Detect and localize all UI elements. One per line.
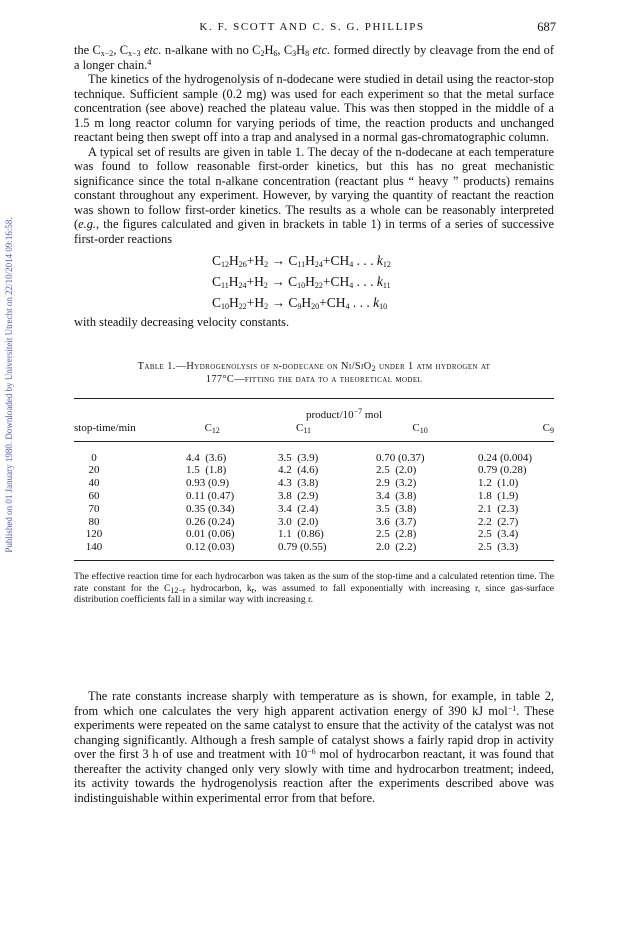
table-row — [74, 503, 554, 516]
equation: $C_{11}H_{24}+H_2 \to C_{10}H_{22}+CH_4$ . . . $k_{11}$ — [212, 274, 391, 290]
stop-time-cell: 40 — [88, 477, 100, 490]
table-1 — [74, 360, 554, 606]
product-cell: 2.5 (3.3) — [478, 541, 519, 554]
data-table — [74, 409, 554, 441]
product-cell: 2.0 (2.2) — [376, 541, 417, 554]
running-head-authors: K. F. SCOTT AND C. S. G. PHILLIPS — [199, 21, 425, 33]
table-row — [74, 477, 554, 490]
table-row — [74, 528, 554, 541]
product-cell: 1.1 (0.86) — [278, 528, 324, 541]
product-cell: 2.5 (2.8) — [376, 528, 417, 541]
product-cell: 2.2 (2.7) — [478, 515, 519, 528]
column-header: $C_9$ — [542, 421, 554, 435]
publication-sidebar — [2, 150, 16, 620]
sidebar-text: Published on 01 January 1980. Downloaded by Universiteit Utrecht on 22/10/2014 09:16:58. — [4, 217, 14, 553]
stop-time-cell: 120 — [85, 528, 103, 541]
product-cell: 0.12 (0.03) — [186, 541, 235, 554]
column-header: $C_{10}$ — [412, 421, 428, 435]
product-cell: 0.79 (0.28) — [478, 464, 527, 477]
product-cell: 2.5 (3.4) — [478, 528, 519, 541]
stop-time-cell: 60 — [88, 489, 100, 502]
stop-time-cell: 80 — [88, 515, 100, 528]
product-cell: 4.4 (3.6) — [186, 451, 227, 464]
paragraph-5: The rate constants increase sharply with temperature as is shown, for example, in table 2, from which one calculates the very high apparent activation energy of 390 kJ mol$^{-1}$. These experiments were repeated on the same catalyst to ensure that the activity of the catalyst was not changing significantly. Although a fresh sample of catalyst shows a fairly rapid drop in activity over the first 3 h of use and treatment with $10^{-6}$ mol of hydrocarbon reactant, it was found that thereafter the activity changed only very slowly with time and hydrocarbon treatment; indeed, its activity towards the hydrogenolysis reaction after the experiments described above was indistinguishable within experimental error from that before. — [74, 689, 555, 805]
product-cell: 0.24 (0.004) — [478, 451, 533, 464]
paragraph-4: with steadily decreasing velocity constants. — [74, 315, 290, 329]
equation: $C_{12}H_{26}+H_2 \to C_{11}H_{24}+CH_4$ . . . $k_{12}$ — [212, 253, 391, 269]
product-cell: 2.1 (2.3) — [478, 502, 519, 515]
column-header: $C_{12}$ — [204, 421, 220, 435]
product-cell: 0.35 (0.34) — [186, 502, 235, 515]
reaction-equations — [74, 250, 554, 313]
stop-time-cell: 140 — [85, 541, 103, 554]
column-span-header: product/$10^{-7}$ mol — [305, 407, 383, 421]
table-row — [74, 541, 554, 554]
product-cell: 3.4 (3.8) — [376, 489, 417, 502]
column-header: $C_{11}$ — [295, 421, 312, 435]
stop-time-cell: 70 — [88, 502, 100, 515]
body-text-bottom — [74, 689, 554, 805]
product-cell: 1.5 (1.8) — [186, 464, 227, 477]
product-cell: 3.8 (2.9) — [278, 489, 319, 502]
product-cell: 2.9 (3.2) — [376, 477, 417, 490]
product-cell: 0.11 (0.47) — [186, 489, 235, 502]
product-cell: 0.01 (0.06) — [186, 528, 235, 541]
product-cell: 3.5 (3.8) — [376, 502, 417, 515]
paragraph-1: the $C_{x-2}$, $C_{x-3}$ etc. n-alkane with no $C_2H_6$, $C_3H_8$ etc. formed directly by cleavage from the end of a longer chain.$^4$ — [74, 43, 554, 72]
product-cell: 4.2 (4.6) — [278, 464, 319, 477]
product-cell: 1.8 (1.9) — [478, 489, 519, 502]
page-header — [0, 21, 624, 37]
table-row — [74, 452, 554, 465]
table-row — [74, 490, 554, 503]
product-cell: 4.3 (3.8) — [278, 477, 319, 490]
product-cell: 0.26 (0.24) — [186, 515, 235, 528]
table-caption: Table 1.—Hydrogenolysis of n-dodecane on Ni/SiO$_2$ under 1 atm hydrogen at 177°C—fitting the data to a theoretical model — [137, 361, 491, 385]
paragraph-2: The kinetics of the hydrogenolysis of n-dodecane were studied in detail using the reactor-stop technique. Sufficient sample (0.2 mg) was used for each experiment so that the metal surface concentration (see above) reached the plateau value. This was then stopped in the middle of a 1.5 m long reactor column for varying periods of time, the reaction products and unchanged reactant being then swept off into a trap and analysed in a normal gas-chromatographic column. — [74, 72, 554, 144]
table-row — [74, 464, 554, 477]
paragraph-3: A typical set of results are given in table 1. The decay of the n-dodecane at each temperature was found to follow reasonable first-order kinetics, but this has no great mechanistic significance since the total n-alkane concentration (reactant plus “ heavy ” products) remains constant throughout any experiment. However, by varying the quantity of reactant the reaction was shown to follow first-order kinetics. The results as a whole can be reasonably interpreted (e.g., the figures calculated and given in brackets in table 1) in terms of a series of successive first-order reactions — [74, 144, 554, 246]
page-number: 687 — [537, 20, 556, 34]
product-cell: 3.6 (3.7) — [376, 515, 417, 528]
stop-time-cell: 0 — [91, 451, 97, 464]
equation: $C_{10}H_{22}+H_2 \to C_9H_{20}+CH_4$ . . . $k_{10}$ — [212, 295, 388, 311]
table-header-rule — [74, 441, 554, 442]
table-bottom-rule — [74, 560, 554, 561]
body-text-top — [74, 43, 554, 330]
product-cell: 0.93 (0.9) — [186, 477, 230, 490]
column-header: stop-time/min — [74, 421, 136, 434]
stop-time-cell: 20 — [88, 464, 100, 477]
data-table-body — [74, 452, 554, 554]
product-cell: 2.5 (2.0) — [376, 464, 417, 477]
table-footnote: The effective reaction time for each hydrocarbon was taken as the sum of the stop-time and a calculated retention time. The rate constant for the $C_{12-r}$ hydrocarbon, $k_r$, was assumed to fall exponentially with increasing r, since gas-surface distribution coefficients fall in a similar way with increasing r. — [74, 570, 555, 606]
product-cell: 0.79 (0.55) — [278, 541, 327, 554]
product-cell: 3.4 (2.4) — [278, 502, 319, 515]
product-cell: 1.2 (1.0) — [478, 477, 519, 490]
product-cell: 3.5 (3.9) — [278, 451, 319, 464]
product-cell: 0.70 (0.37) — [376, 451, 425, 464]
table-top-rule — [74, 398, 554, 399]
table-row — [74, 516, 554, 529]
product-cell: 3.0 (2.0) — [278, 515, 319, 528]
